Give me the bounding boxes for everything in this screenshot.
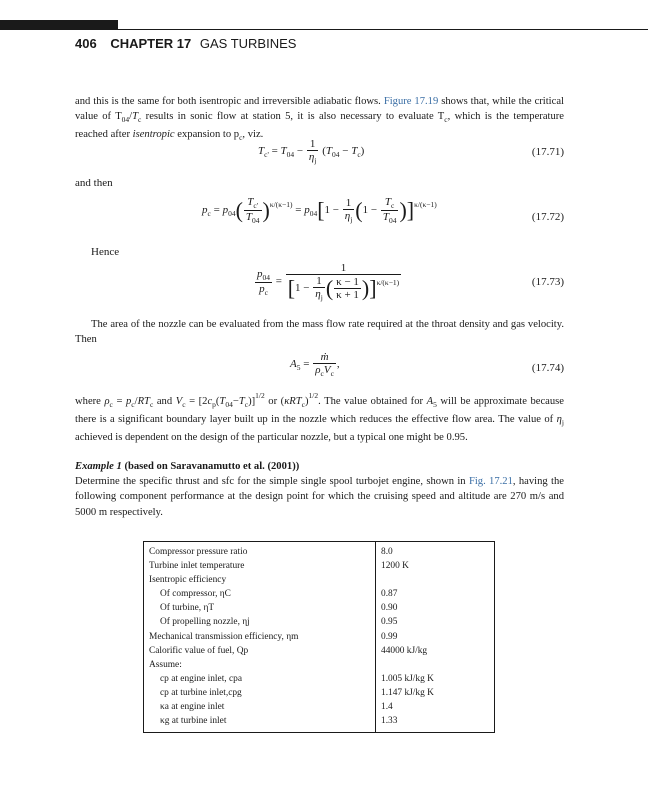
figure-link[interactable]: Fig. 17.21 — [468, 476, 513, 488]
header-rule — [118, 29, 648, 30]
table-row — [144, 559, 495, 573]
table-parameter: Assume: — [144, 658, 376, 672]
running-header — [75, 36, 296, 51]
table-parameter: Of propelling nozzle, ηj — [144, 615, 376, 629]
equation-number: (17.72) — [531, 211, 564, 223]
table-value: 0.99 — [376, 630, 495, 644]
table-value: 1.005 kJ/kg K — [376, 672, 495, 686]
example-block: Example 1 (based on Saravanamutto et al. (2001)) Determine the specific thrust and sfc for the simple single spool turbojet engine, shown in Fig. 17.21, having the following component performance at the design point for which the cruising speed and altitude are 270 m/s and 5000 m respectively. — [75, 461, 564, 518]
table-value: 1.4 — [376, 700, 495, 714]
table-row — [144, 700, 495, 714]
table-row — [144, 672, 495, 686]
table-parameter: κa at engine inlet — [144, 700, 376, 714]
chapter-title: GAS TURBINES — [199, 36, 297, 51]
where-paragraph: where $\rho_c = p_c/RT_c$ and $V_c = [2c_p(T_{04}-T_c)]^{1/2}$ or $(\kappa RT_c)^{1/2}$. The value obtained for $A_5$ will be approximate because there is a significant boundary layer built up in the nozzle which reduces the effective flow area. The value of $\eta_j$ achieved is dependent on the design of the particular nozzle, but a typical one might be 0.95. — [75, 391, 564, 444]
table-parameter: Of compressor, ηC — [144, 587, 376, 601]
table-row — [144, 686, 495, 700]
table-parameter: Calorific value of fuel, Qp — [144, 644, 376, 658]
table-parameter: cp at turbine inlet,cpg — [144, 686, 376, 700]
table-value — [376, 658, 495, 672]
hence-text: Hence — [91, 246, 120, 258]
table-parameter: Turbine inlet temperature — [144, 559, 376, 573]
table-row — [144, 644, 495, 658]
table-row — [144, 601, 495, 615]
table-row — [144, 573, 495, 587]
equation-17-71: $T_{c'} = T_{04}$ − $\frac{1}{\eta_j}$ $(T_{04} - T_c)$ — [258, 138, 365, 165]
and-then-text: and then — [75, 177, 113, 189]
table-value: 1.147 kJ/kg K — [376, 686, 495, 700]
equation-17-73: $\frac{p_{04}}{p_c}$ = 1 [1 − $\frac{1}{\eta_j}$ ( $\frac{\kappa - 1}{\kappa + 1}$ )]$^{\kappa/(\kappa-1)}$ — [257, 262, 400, 302]
table-value: 1.33 — [376, 714, 495, 733]
component-performance-table — [143, 541, 495, 733]
table-value — [376, 573, 495, 587]
table-row — [144, 658, 495, 672]
table-row — [144, 714, 495, 733]
table-row — [144, 587, 495, 601]
intro-paragraph: and this is the same for both isentropic and irreversible adiabatic flows. Figure 17.19 shows that, while the critical value of $T_{04}/T_c$ results in sonic flow at station 5, it is also necessary to evaluate $T_c$, which is the temperature reached after isentropic expansion to $p_c$, viz. — [75, 96, 564, 143]
table-value: 0.95 — [376, 615, 495, 629]
equation-number: (17.71) — [531, 146, 564, 158]
table-row — [144, 630, 495, 644]
example-title: Example 1 (based on Saravanamutto et al. (2001)) — [75, 461, 300, 472]
table-parameter: κg at turbine inlet — [144, 714, 376, 733]
chapter-label: CHAPTER 17 — [110, 36, 192, 51]
equation-number: (17.73) — [531, 276, 564, 288]
area-paragraph: The area of the nozzle can be evaluated from the mass flow rate required at the throat density and gas velocity. Then — [75, 319, 564, 346]
equation-17-72: $p_c = p_{04}$( $\frac{T_{c'}}{T_{04}}$ )$^{\kappa/(\kappa-1)} = p_{04}[1$ − $\frac{1}{\eta_j}$ (1 − $\frac{T_c}{T_{04}}$ )]$^{\kappa/(\kappa-1)}$ — [202, 196, 437, 225]
table-value: 0.90 — [376, 601, 495, 615]
table-row — [144, 542, 495, 560]
figure-link[interactable]: Figure 17.19 — [383, 96, 439, 107]
table-parameter: Isentropic efficiency — [144, 573, 376, 587]
table-parameter: Mechanical transmission efficiency, ηm — [144, 630, 376, 644]
equation-17-74: $A_5$ = $\frac{\text{ṁ}}{\rho_cV_c}$ , — [290, 351, 340, 378]
table-parameter: Compressor pressure ratio — [144, 542, 376, 560]
table-parameter: cp at engine inlet, cpa — [144, 672, 376, 686]
table-parameter: Of turbine, ηT — [144, 601, 376, 615]
table-row — [144, 615, 495, 629]
table-value: 44000 kJ/kg — [376, 644, 495, 658]
table-value: 0.87 — [376, 587, 495, 601]
header-bar — [0, 20, 118, 30]
table-value: 8.0 — [376, 542, 495, 560]
equation-number: (17.74) — [531, 362, 564, 374]
table-value: 1200 K — [376, 559, 495, 573]
page-number: 406 — [75, 36, 97, 51]
